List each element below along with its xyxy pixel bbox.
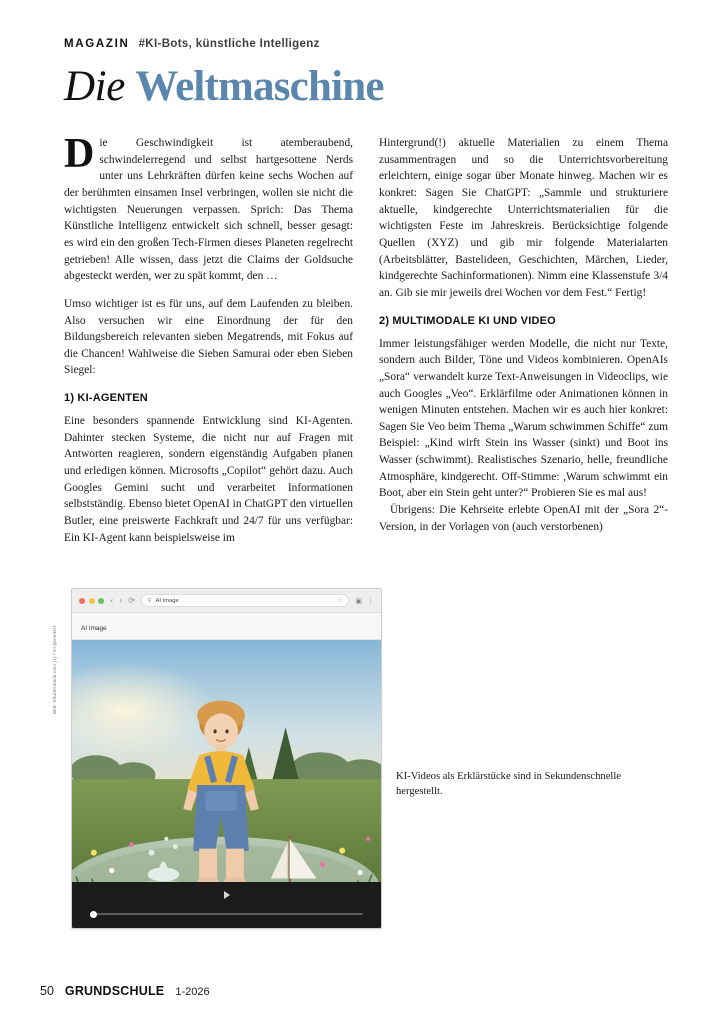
column-left [64, 131, 353, 557]
browser-mockup [71, 588, 382, 929]
close-icon[interactable] [79, 598, 85, 604]
window-controls [79, 598, 104, 604]
image-credit: Bild: Shutterstock.com (1) / KI generiert [52, 625, 57, 714]
subheading-multimodale-ki: 2) MULTIMODALE KI UND VIDEO [379, 314, 556, 327]
headline-italic: Die [64, 63, 125, 110]
drop-cap: D [64, 131, 95, 178]
paragraph: Hintergrund(!) aktuelle Materialien zu einem Thema zusammentragen und so die Unterrichtsvorbereitung erleichtern, einige sogar über Monate hinweg. Machen wir es konkret: Sagen Sie ChatGPT: „Sammle und strukturiere aktuelle, kindgerechte Unterrichtsmaterialien für die wichtigsten Feste im Jahreskreis. Berücksichtige folgende Quellen (XYZ) und gib mir folgende Materialarten (Arbeitsblätter, Bastelideen, Geschichten, Märchen, Lieder, kindgerechte Sachinformationen). Nimm eine Klassenstufe 3/4 an. Gib sie mir jeweils drei Wochen vor dem Fest.“ Fertig! [379, 137, 668, 299]
back-icon[interactable]: ‹ [110, 595, 114, 605]
lead-text: ie Geschwindigkeit ist atemberaubend, schwindelerregend und selbst hartgesottene Nerds unter uns Lehrkräften dürfen keine sechs Wochen auf der berühmten einsamen Insel verbringen, wollen sie nicht die wichtigsten Neuerungen verpassen. Sprich: Das Thema Künstliche Intelligenz entwickelt sich schnell, besser gesagt: es wird ein den großen Tech-Firmen dieses Planeten regelrecht getrieben! Alle wissen, dass jetzt die Claims der Goldsuche abgesteckt werden, wer zu spät kommt, den … [64, 137, 353, 283]
paragraph: Immer leistungsfähiger werden Modelle, die nicht nur Texte, sondern auch Bilder, Töne und Videos kombinieren. OpenAIs „Sora“ verwandelt kurze Text-Anweisungen in Videoclips, wie auch Googles „Veo“. Erklärfilme oder Animationen können in wenigen Minuten entstehen. Machen wir es auch hier konkret: Sagen Sie Veo beim Thema „Warum schwimmen Schiffe“ zum Beispiel: „Kind wirft Stein ins Wasser (sinkt) und Boot ins Wasser (schwimmt). Realistisches Szenario, helle, freundliche Atmosphäre, kindgerecht. Off-Stimme: ,Warum schwimmt ein Boot, aber ein Stein geht unter?“ Probieren Sie es mal aus! [379, 337, 668, 500]
subheading-ki-agenten: 1) KI-AGENTEN [64, 392, 148, 405]
minimize-icon[interactable] [89, 598, 95, 604]
figure-block [52, 588, 672, 929]
reload-icon[interactable]: ⟳ [128, 595, 136, 605]
publication-name: GRUNDSCHULE [64, 984, 165, 998]
kicker-label: MAGAZIN [64, 38, 130, 50]
lead-paragraph [64, 131, 353, 285]
kicker [64, 38, 668, 50]
kicker-tags: #KI-Bots, künstliche Intelligenz [138, 38, 320, 50]
bookmark-star-icon[interactable]: ☆ [337, 598, 344, 604]
video-controls[interactable] [72, 882, 381, 928]
page-header-bar [72, 613, 381, 640]
forward-icon[interactable]: › [119, 595, 123, 605]
address-bar[interactable] [141, 594, 349, 607]
play-icon[interactable] [224, 891, 230, 899]
paragraph: Übrigens: Die Kehrseite erlebte OpenAI mit der „Sora 2“-Version, in der Vorlagen von (auch verstorbenen) [379, 504, 668, 533]
video-scrubber[interactable] [90, 913, 363, 915]
search-icon: ⚲ [147, 598, 152, 604]
article-columns [64, 131, 668, 557]
figure-caption: KI-Videos als Erklärstücke sind in Sekundenschnelle hergestellt. [396, 771, 622, 797]
url-text: AI Image [155, 597, 179, 604]
window-icon[interactable]: ▣ [355, 596, 362, 605]
page-number: 50 [40, 984, 54, 998]
tab-ai-image[interactable]: AI Image [81, 625, 107, 632]
menu-icon[interactable]: ⋮ [367, 596, 374, 605]
scrubber-handle[interactable] [90, 911, 97, 918]
headline-bold: Weltmaschine [135, 63, 384, 110]
page-footer [40, 984, 210, 998]
paragraph: Umso wichtiger ist es für uns, auf dem Laufenden zu bleiben. Also versuchen wir eine Einordnung der für den Bildungsbereich relevanten sieben Megatrends, mit Fokus auf die Chancen! Wahlweise die Sieben Samurai oder eben Sieben Siegel: [64, 297, 353, 377]
page-title [64, 64, 668, 109]
maximize-icon[interactable] [98, 598, 104, 604]
video-player[interactable] [72, 640, 381, 928]
paragraph: Eine besonders spannende Entwicklung sind KI-Agenten. Dahinter stecken Systeme, die nicht nur auf Fragen mit Antworten reagieren, sondern eigenständig Aufgaben planen und erledigen können. Microsofts „Copilot“ gehört dazu. Auch Googles Gemini sucht und verarbeitet Informationen selbstständig. Ebenso bietet OpenAI in ChatGPT den virtuellen Butler, eine preiswerte Fachkraft und 24/7 für uns verfügbar: Ein KI-Agent kann beispielsweise im [64, 415, 353, 544]
browser-chrome [72, 589, 381, 613]
column-right [379, 135, 668, 546]
issue-number: 1-2026 [175, 986, 210, 998]
chrome-actions [355, 597, 374, 605]
